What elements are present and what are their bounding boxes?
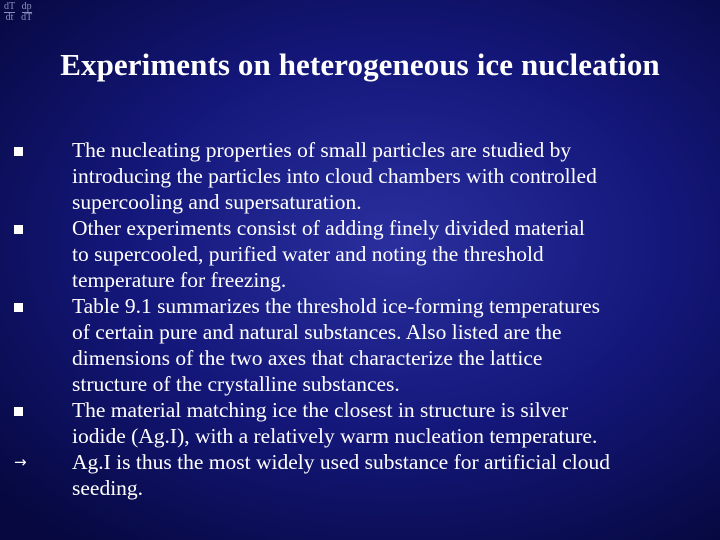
logo-numerator: dT bbox=[4, 1, 16, 12]
bullet-text bbox=[72, 449, 704, 501]
bullet-line: temperature for freezing. bbox=[72, 268, 287, 292]
bullet-text bbox=[72, 215, 704, 293]
bullet-line: introducing the particles into cloud chambers with controlled bbox=[72, 164, 597, 188]
bullet-line: The material matching ice the closest in structure is silver bbox=[72, 398, 569, 422]
bullet-line: iodide (Ag.I), with a relatively warm nucleation temperature. bbox=[72, 424, 598, 448]
bullet-list bbox=[14, 137, 704, 501]
square-bullet-icon bbox=[14, 397, 72, 423]
bullet-line: to supercooled, purified water and noting the threshold bbox=[72, 242, 544, 266]
slide-title: Experiments on heterogeneous ice nucleation bbox=[60, 47, 660, 82]
bullet-text bbox=[72, 397, 704, 449]
bullet-line: Other experiments consist of adding finely divided material bbox=[72, 216, 585, 240]
logo-numerator: dp bbox=[21, 1, 32, 12]
bullet-item bbox=[14, 397, 704, 449]
square-bullet-icon bbox=[14, 137, 72, 163]
bullet-text bbox=[72, 293, 704, 397]
square-bullet-icon bbox=[14, 293, 72, 319]
bullet-line: seeding. bbox=[72, 476, 144, 500]
bullet-text bbox=[72, 137, 704, 215]
bullet-line: Table 9.1 summarizes the threshold ice-forming temperatures bbox=[72, 294, 601, 318]
logo-denominator: dt bbox=[5, 12, 14, 23]
bullet-line: Ag.I is thus the most widely used substance for artificial cloud bbox=[72, 450, 610, 474]
bullet-item bbox=[14, 137, 704, 215]
square-bullet-icon bbox=[14, 215, 72, 241]
bullet-item bbox=[14, 293, 704, 397]
bullet-line: structure of the crystalline substances. bbox=[72, 372, 400, 396]
logo-denominator: dT bbox=[21, 12, 33, 23]
logo-fraction-left bbox=[4, 2, 15, 23]
arrow-right-icon: → bbox=[14, 453, 27, 471]
bullet-line: The nucleating properties of small particles are studied by bbox=[72, 138, 572, 162]
bullet-line: supercooling and supersaturation. bbox=[72, 190, 362, 214]
logo-formula bbox=[4, 2, 58, 32]
bullet-line: of certain pure and natural substances. Also listed are the bbox=[72, 320, 562, 344]
logo-fraction-right bbox=[21, 2, 32, 23]
bullet-line: dimensions of the two axes that characterize the lattice bbox=[72, 346, 543, 370]
bullet-item bbox=[14, 449, 704, 501]
bullet-item bbox=[14, 215, 704, 293]
